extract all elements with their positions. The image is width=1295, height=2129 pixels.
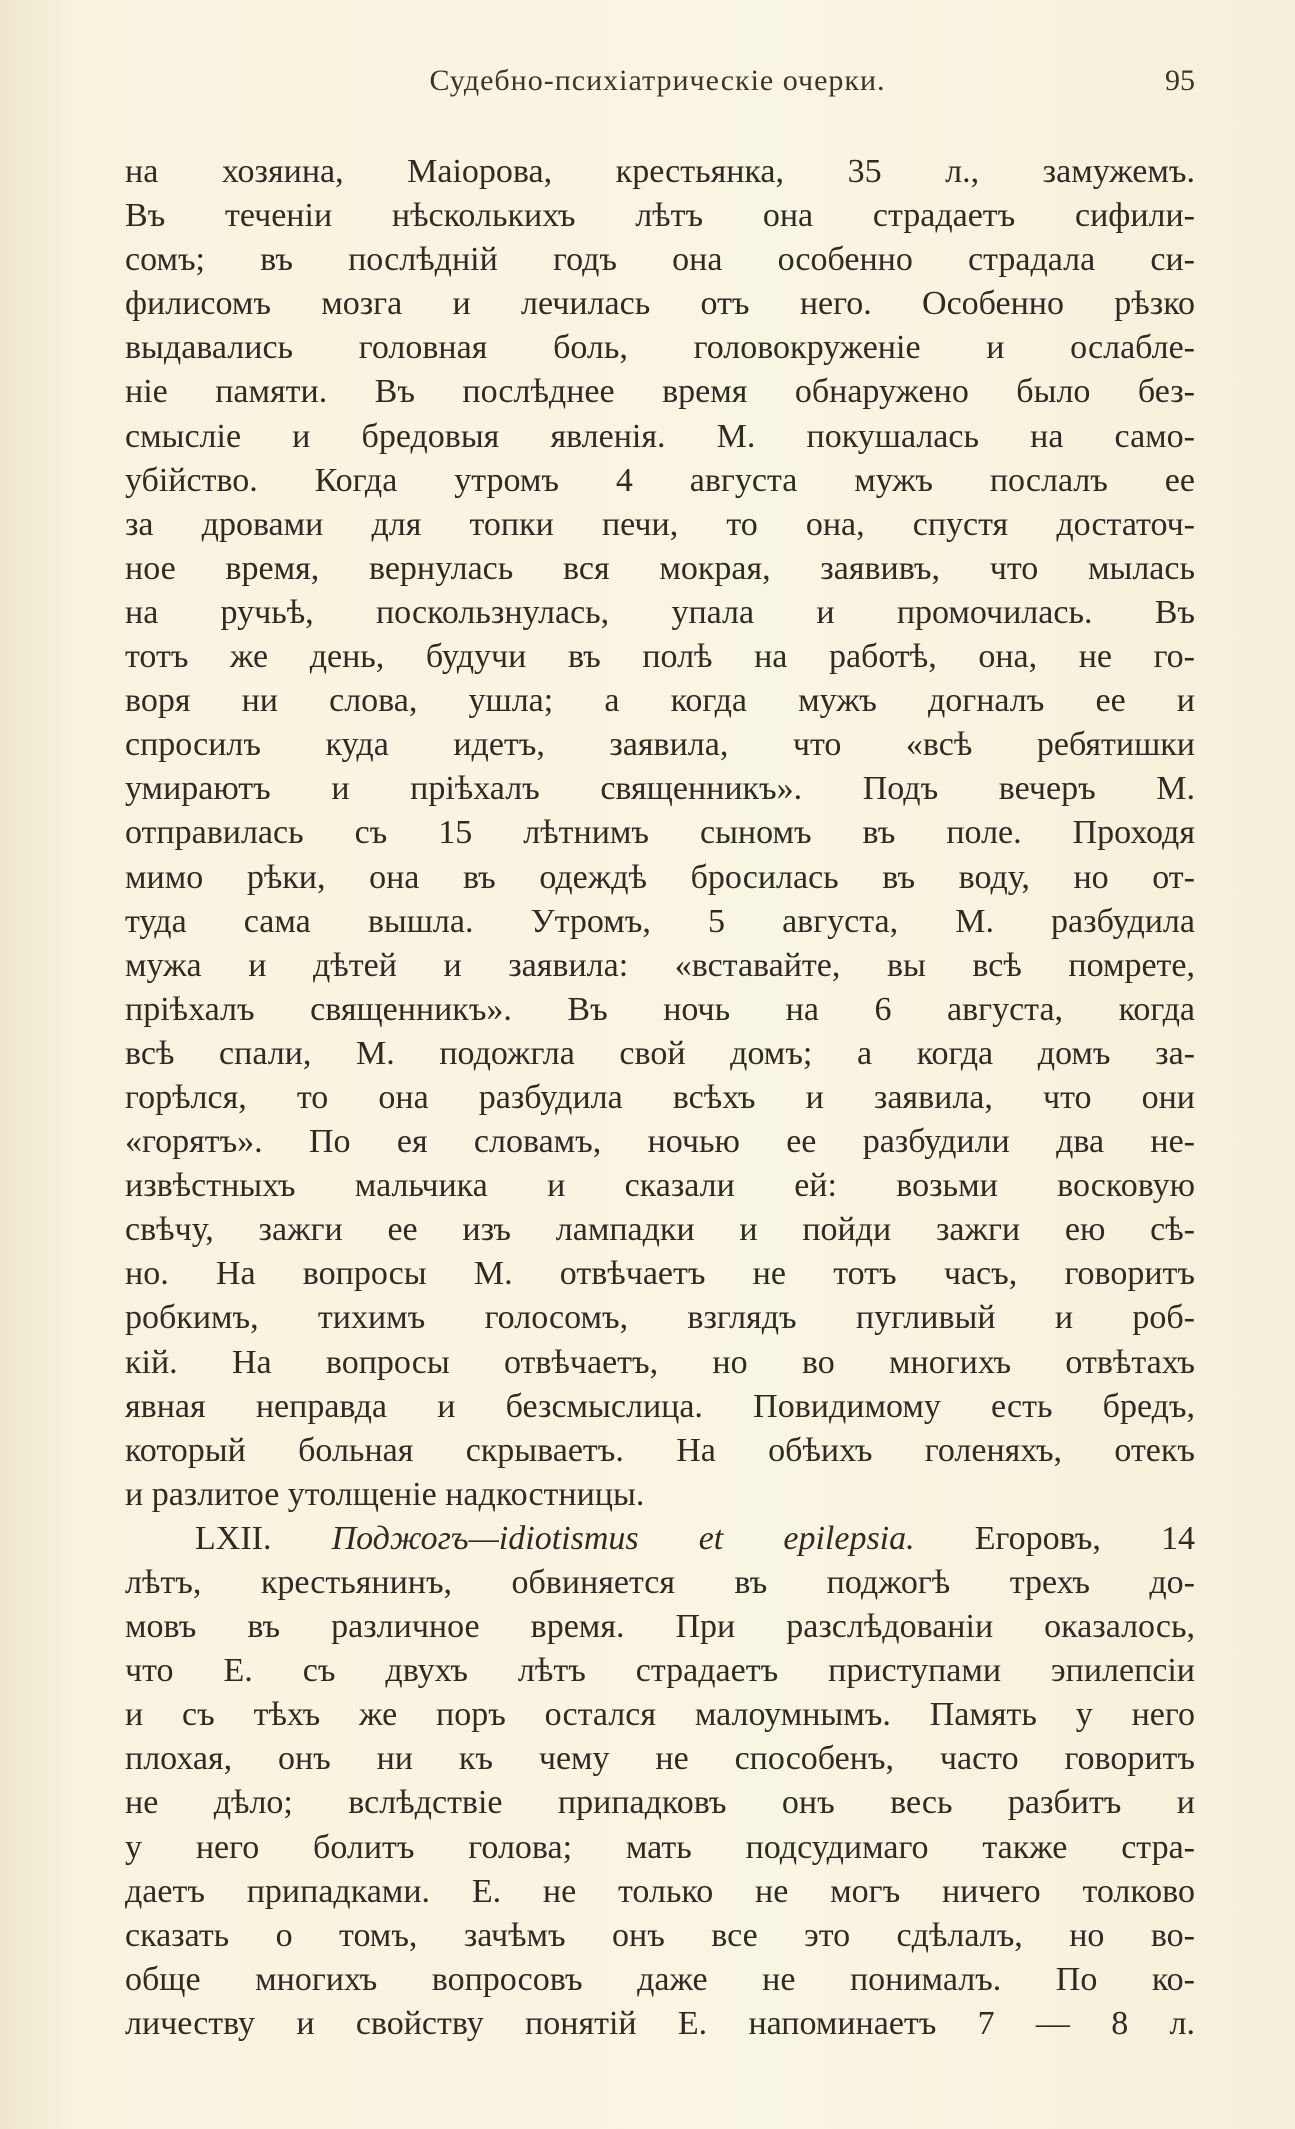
running-header	[120, 64, 1195, 110]
running-title: Судебно-психіатрическіе очерки.	[429, 64, 886, 97]
text-line: кій. На вопросы отвѣчаетъ, но во многихъ отвѣтахъ	[125, 1343, 1195, 1381]
case-first-line-text: Егоровъ, 14	[974, 1519, 1195, 1557]
text-line: туда сама вышла. Утромъ, 5 августа, М. разбудила	[125, 902, 1195, 940]
text-line: робкимъ, тихимъ голосомъ, взглядъ пугливый и роб-	[125, 1299, 1195, 1337]
text-line: тотъ же день, будучи въ полѣ на работѣ, она, не го-	[125, 638, 1195, 676]
text-line: даетъ припадками. Е. не только не могъ ничего толково	[125, 1872, 1195, 1910]
case-paragraph-lxii	[125, 1517, 1195, 2046]
text-line: на хозяина, Маіорова, крестьянка, 35 л., замужемъ.	[125, 153, 1195, 190]
text-line: отправилась съ 15 лѣтнимъ сыномъ въ поле. Проходя	[125, 814, 1195, 852]
text-line: мовъ въ различное время. При разслѣдованіи оказалось,	[125, 1608, 1195, 1646]
text-line: Въ теченіи нѣсколькихъ лѣтъ она страдаетъ сифили-	[125, 197, 1195, 235]
text-line: не дѣло; вслѣдствіе припадковъ онъ весь разбитъ и	[125, 1784, 1195, 1822]
text-line: что Е. съ двухъ лѣтъ страдаетъ приступами эпилепсіи	[125, 1652, 1195, 1690]
text-line: обще многихъ вопросовъ даже не понималъ. По ко-	[125, 1960, 1195, 1998]
text-line: ніе памяти. Въ послѣднее время обнаружено было без-	[125, 373, 1195, 411]
text-line: «горятъ». По ея словамъ, ночью ее разбудили два не-	[125, 1123, 1195, 1161]
text-line: мимо рѣки, она въ одеждѣ бросилась въ воду, но от-	[125, 858, 1195, 896]
text-line: умираютъ и пріѣхалъ священникъ». Подъ вечеръ М.	[125, 770, 1195, 808]
text-line: всѣ спали, М. подожгла свой домъ; а когда домъ за-	[125, 1034, 1195, 1072]
case-heading-line	[125, 1517, 1195, 1561]
text-line: и разлитое утолщеніе надкостницы.	[125, 1475, 645, 1513]
text-line: смысліе и бредовыя явленія. М. покушалась на само-	[125, 417, 1195, 455]
text-line: свѣчу, зажги ее изъ лампадки и пойди зажги ею сѣ-	[125, 1211, 1195, 1249]
text-line: лѣтъ, крестьянинъ, обвиняется въ поджогѣ трехъ до-	[125, 1564, 1195, 1601]
text-line: сомъ; въ послѣдній годъ она особенно страдала си-	[125, 241, 1195, 279]
text-line: который больная скрываетъ. На обѣихъ голеняхъ, отекъ	[125, 1431, 1195, 1469]
page-number: 95	[1165, 64, 1195, 97]
text-line: выдавались головная боль, головокруженіе и ослабле-	[125, 329, 1195, 367]
text-line: у него болитъ голова; мать подсудимаго также стра-	[125, 1828, 1195, 1866]
case-number: LXII.	[195, 1519, 272, 1557]
text-line: филисомъ мозга и лечилась отъ него. Особенно рѣзко	[125, 285, 1195, 323]
text-line: личеству и свойству понятій Е. напоминаетъ 7 — 8 л.	[125, 2004, 1195, 2042]
page-body	[125, 150, 1195, 2046]
text-line: ное время, вернулась вся мокрая, заявивъ, что мылась	[125, 549, 1195, 587]
text-line: на ручьѣ, поскользнулась, упала и промочилась. Въ	[125, 593, 1195, 631]
text-line: за дровами для топки печи, то она, спустя достаточ-	[125, 505, 1195, 543]
case-title: Поджогъ—idiotismus et epilepsia.	[331, 1519, 915, 1557]
text-line: извѣстныхъ мальчика и сказали ей: возьми восковую	[125, 1167, 1195, 1205]
text-line: спросилъ куда идетъ, заявила, что «всѣ ребятишки	[125, 726, 1195, 764]
paragraph-continuation	[125, 150, 1195, 1517]
text-line: явная неправда и безсмыслица. Повидимому есть бредъ,	[125, 1387, 1195, 1425]
text-line: пріѣхалъ священникъ». Въ ночь на 6 августа, когда	[125, 990, 1195, 1028]
text-line: убійство. Когда утромъ 4 августа мужъ послалъ ее	[125, 461, 1195, 499]
text-line: сказать о томъ, зачѣмъ онъ все это сдѣлалъ, но во-	[125, 1916, 1195, 1954]
text-line: и съ тѣхъ же поръ остался малоумнымъ. Память у него	[125, 1696, 1195, 1734]
text-line: мужа и дѣтей и заявила: «вставайте, вы всѣ помрете,	[125, 946, 1195, 984]
text-line: горѣлся, то она разбудила всѣхъ и заявила, что они	[125, 1078, 1195, 1116]
text-line: плохая, онъ ни къ чему не способенъ, часто говоритъ	[125, 1740, 1195, 1778]
text-line: но. На вопросы М. отвѣчаетъ не тотъ часъ, говоритъ	[125, 1255, 1195, 1293]
text-line: воря ни слова, ушла; а когда мужъ догналъ ее и	[125, 682, 1195, 720]
